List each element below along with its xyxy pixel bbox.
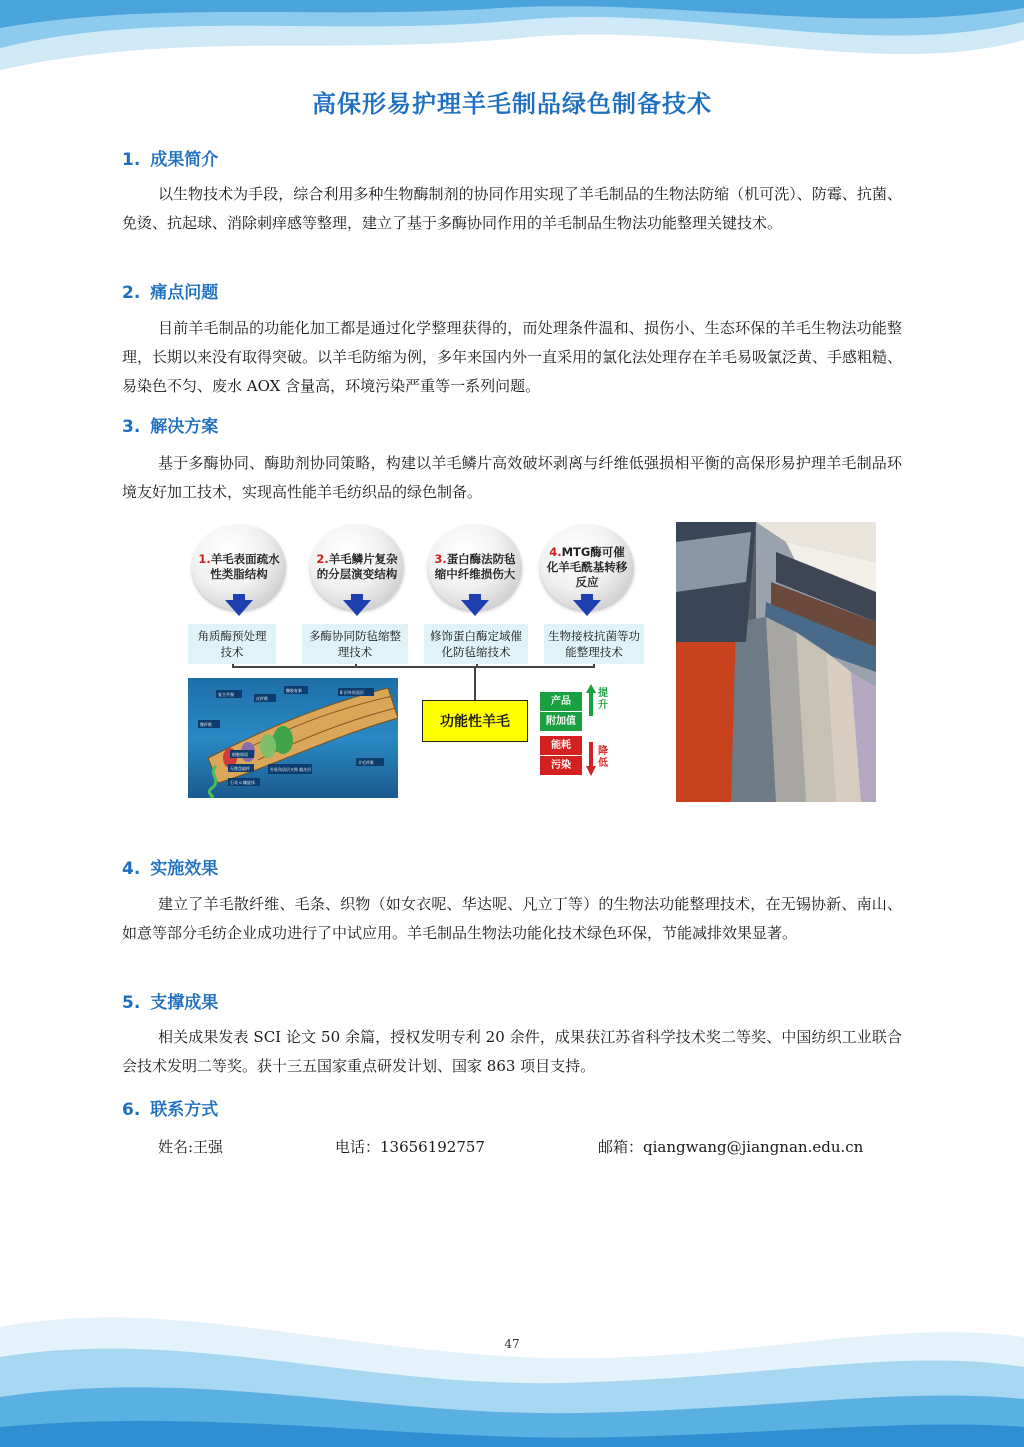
connector-line — [232, 664, 234, 668]
svg-text:8 层外角质层: 8 层外角质层 — [340, 690, 364, 695]
connector-line — [476, 664, 478, 668]
increase-label: 提升 — [598, 688, 608, 711]
wool-fiber-structure-image — [188, 678, 398, 798]
section-3-paragraph: 基于多酶协同、酶助剂协同策略，构建以羊毛鳞片高效破坏剥离与纤维低强损相平衡的高保形易护理羊毛制品环境友好加工技术，实现高性能羊毛纺织品的绿色制备。 — [122, 454, 902, 501]
down-arrow-red-icon — [586, 742, 596, 776]
connector-line — [355, 664, 357, 668]
down-arrow-icon — [573, 600, 601, 616]
section-number: 5. — [122, 993, 141, 1013]
tech-box-2: 多酶协同防毡缩整理技术 — [302, 624, 408, 664]
section-heading-3 — [122, 412, 218, 437]
contact-phone: 电话：13656192757 — [335, 1138, 485, 1156]
wool-fabric-samples-image — [676, 522, 876, 802]
up-arrow-icon — [586, 684, 596, 716]
functional-wool-box: 功能性羊毛 — [422, 700, 528, 742]
page-number: 47 — [504, 1337, 520, 1351]
problem-bubble-4: 4.MTG酶可催化羊毛酰基转移反应 — [540, 524, 634, 610]
section-4-paragraph: 建立了羊毛散纤维、毛条、织物（如女衣呢、华达呢、凡立丁等）的生物法功能整理技术，在无锡协新、南山、如意等部分毛纺企业成功进行了中试应用。羊毛制品生物法功能化技术绿色环保，节能减排效果显著。 — [122, 895, 902, 942]
section-5-paragraph: 相关成果发表 SCI 论文 50 余篇，授权发明专利 20 余件，成果获江苏省科学技术奖二等奖、中国纺织工业联合会技术发明二等奖。获十三五国家重点研发计划、国家 863 项目支持。 — [122, 1028, 902, 1075]
section-heading-1 — [122, 145, 218, 170]
section-title: 解决方案 — [150, 417, 219, 437]
svg-text:酶胶复新: 酶胶复新 — [286, 688, 302, 693]
problem-bubble-2: 2.羊毛鳞片复杂的分层演变结构 — [310, 524, 404, 610]
tech-box-1: 角质酶预处理技术 — [188, 624, 276, 664]
section-title: 支撑成果 — [150, 993, 219, 1013]
svg-text:细胞间质: 细胞间质 — [232, 752, 248, 757]
section-heading-5 — [122, 988, 218, 1013]
svg-text:羊毛纤维: 羊毛纤维 — [358, 760, 374, 765]
svg-text:石英 o 螺旋体: 石英 o 螺旋体 — [230, 780, 255, 785]
tech-box-4: 生物接枝抗菌等功能整理技术 — [544, 624, 644, 664]
connector-line — [232, 666, 594, 668]
section-heading-6 — [122, 1095, 218, 1120]
section-title: 痛点问题 — [150, 283, 219, 303]
section-number: 2. — [122, 283, 141, 303]
contact-name: 姓名:王强 — [158, 1138, 224, 1156]
svg-text:复合共聚: 复合共聚 — [218, 692, 234, 697]
cost-tag: 能耗 — [540, 736, 582, 755]
section-number: 4. — [122, 859, 141, 879]
section-title: 实施效果 — [150, 859, 219, 879]
contact-email[interactable]: 邮箱：qiangwang@jiangnan.edu.cn — [598, 1138, 864, 1156]
section-number: 6. — [122, 1100, 141, 1120]
section-heading-4 — [122, 854, 218, 879]
down-arrow-icon — [225, 600, 253, 616]
cost-tag: 污染 — [540, 756, 582, 775]
problem-bubble-3: 3.蛋白酶法防毡缩中纤维损伤大 — [428, 524, 522, 610]
connector-line — [474, 667, 476, 700]
section-title: 联系方式 — [150, 1100, 219, 1120]
section-title: 成果简介 — [150, 150, 219, 170]
svg-text:外胚角质层又称 截皮层: 外胚角质层又称 截皮层 — [270, 767, 312, 772]
bottom-wave-decoration — [0, 1287, 1024, 1447]
section-1-paragraph: 以生物技术为手段，综合利用多种生物酶制剂的协同作用实现了羊毛制品的生物法防缩（机可洗）、防霉、抗菌、免烫、抗起球、消除刺痒感等整理，建立了基于多酶协同作用的羊毛制品生物法功能整理关键技术。 — [122, 185, 902, 232]
value-tag: 产品 — [540, 692, 582, 711]
section-2-paragraph: 目前羊毛制品的功能化加工都是通过化学整理获得的，而处理条件温和、损伤小、生态环保的羊毛生物法功能整理，长期以来没有取得突破。以羊毛防缩为例，多年来国内外一直采用的氯化法处理存在羊毛易吸氯泛黄、手感粗糙、易染色不匀、废水 AOX 含量高，环境污染严重等一系列问题。 — [122, 319, 903, 395]
svg-text:微纤维: 微纤维 — [200, 722, 212, 727]
svg-text:皮纤维: 皮纤维 — [256, 696, 268, 701]
svg-text:无微盘偏纤: 无微盘偏纤 — [230, 766, 250, 771]
section-number: 3. — [122, 417, 141, 437]
down-arrow-icon — [461, 600, 489, 616]
problem-bubble-1: 1.羊毛表面疏水性类脂结构 — [192, 524, 286, 610]
page-title: 高保形易护理羊毛制品绿色制备技术 — [312, 90, 712, 118]
decrease-label: 降低 — [598, 746, 608, 769]
down-arrow-icon — [343, 600, 371, 616]
solution-diagram — [188, 520, 656, 802]
tech-box-3: 修饰蛋白酶定域催化防毡缩技术 — [424, 624, 528, 664]
connector-line — [593, 664, 595, 668]
section-number: 1. — [122, 150, 141, 170]
section-heading-2 — [122, 278, 218, 303]
value-tag: 附加值 — [540, 712, 582, 731]
